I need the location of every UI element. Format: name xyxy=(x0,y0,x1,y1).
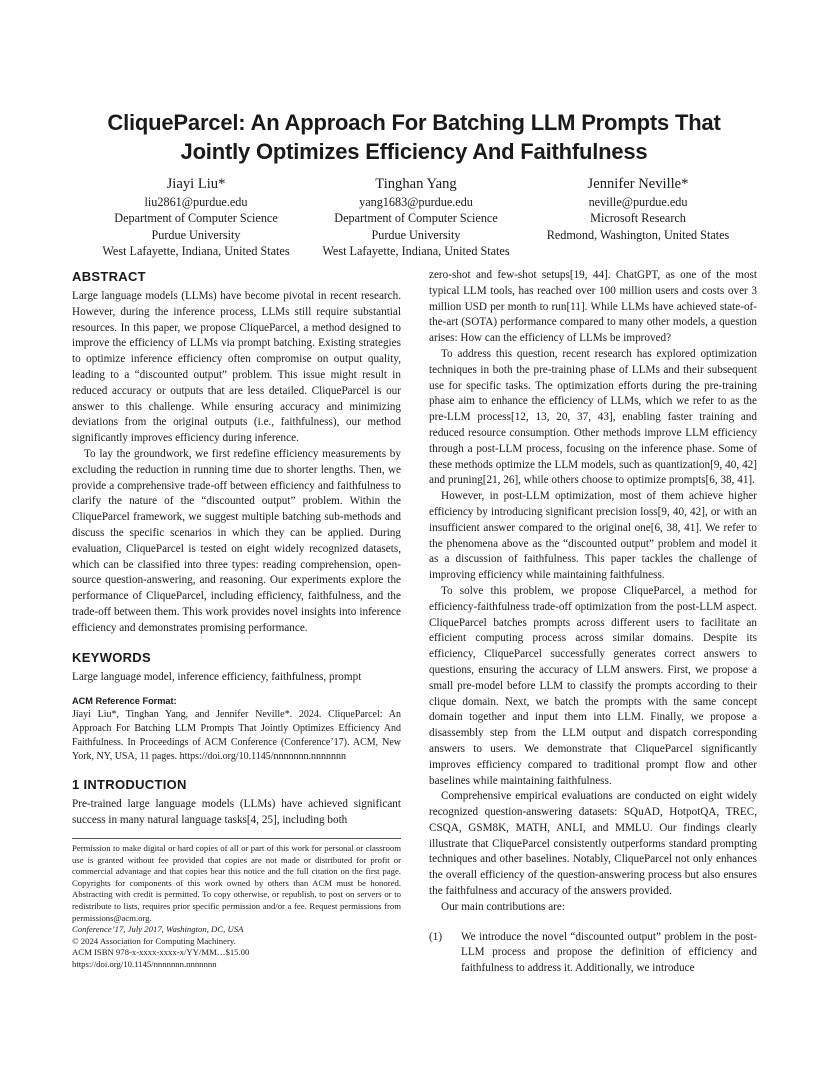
author-name: Tinghan Yang xyxy=(375,176,457,192)
paper-title xyxy=(60,108,768,166)
author-org: Purdue University xyxy=(151,227,241,242)
reference-format-text: Jiayi Liu*, Tinghan Yang, and Jennifer Neville*. 2024. CliqueParcel: An Approach For Batching LLM Prompts That Jointly Optimizes Efficiency And Faithfulness. In Proceedings of ACM Conference (Conference’17). ACM, New York, NY, USA, 11 pages. https://doi.org/10.1145/nnnnnnn.nnnnnnn xyxy=(72,709,401,763)
author-loc: West Lafayette, Indiana, United States xyxy=(322,244,510,259)
author-name: Jiayi Liu* xyxy=(166,176,226,192)
author-3 xyxy=(532,175,744,243)
right-column xyxy=(429,268,757,977)
author-org: Purdue University xyxy=(371,227,461,242)
introduction-paragraph-1: Pre-trained large language models (LLMs) have achieved significant success in many natural language tasks[4, 25], including both xyxy=(72,798,401,827)
reference-format-heading: ACM Reference Format: xyxy=(72,696,177,707)
copyright-line: © 2024 Association for Computing Machinery. xyxy=(72,935,236,946)
introduction-heading: 1 INTRODUCTION xyxy=(72,777,187,793)
contributions-list xyxy=(429,930,757,977)
abstract-paragraph-1: Large language models (LLMs) have become pivotal in recent research. However, during the inference process, LLMs still require substantial resources. In this paper, we propose CliqueParcel, a method designed to improve the efficiency of LLMs via prompt batching. Existing strategies to optimize inference efficiency often compromise on output quality, leading to a “discounted output” problem. This issue might result in reduced accuracy or outputs that are less detailed. CliqueParcel is our answer to this challenge. While ensuring accuracy and minimizing deviations from the original outputs (i.e., faithfulness), our method significantly improves efficiency during inference. xyxy=(72,290,401,445)
title-line-2: Jointly Optimizes Efficiency And Faithfulness xyxy=(180,139,648,164)
intro-paragraph-3: However, in post-LLM optimization, most of them achieve higher efficiency by introducing significant precision loss[9, 40, 42], or with an insufficient answer compared to the original one[6, 38, 41]. We refer to the phenomena above as the “discounted output” problem and model it as a discussion of faithfulness. This paper tackles the challenge of improving efficiency while maintaining faithfulness. xyxy=(429,490,757,582)
intro-paragraph-5: Comprehensive empirical evaluations are conducted on eight widely recognized question-answering datasets: SQuAD, HotpotQA, TREC, CSQA, GSM8K, MATH, ANLI, and MMLU. Our findings clearly illustrate that CliqueParcel consistently outperforms standard prompting techniques and other baselines. Notably, CliqueParcel not only enhances the overall efficiency of the question-answering process but also ensures the faithfulness and accuracy of the answers provided. xyxy=(429,790,757,898)
permission-block xyxy=(72,838,401,971)
doi-line: https://doi.org/10.1145/nnnnnnn.nnnnnnn xyxy=(72,958,217,969)
intro-paragraph-6: Our main contributions are: xyxy=(441,900,565,913)
author-dept: Microsoft Research xyxy=(590,211,686,226)
permission-text: Permission to make digital or hard copies of all or part of this work for personal or classroom use is granted without fee provided that copies are not made or distributed for profit or commercial advantage and that copies bear this notice and the full citation on the first page. Copyrights for components of this work owned by others than ACM must be honored. Abstracting with credit is permitted. To copy otherwise, or republish, to post on servers or to redistribute to lists, requires prior specific permission and/or a fee. Request permissions from permissions@acm.org. xyxy=(72,843,401,923)
author-email: neville@purdue.edu xyxy=(588,195,688,209)
author-email: yang1683@purdue.edu xyxy=(359,195,473,209)
intro-paragraph-cont: zero-shot and few-shot setups[19, 44]. ChatGPT, as one of the most typical LLM tools, has reached over 100 million users and costs over 3 million USD per month to run[11]. While LLMs have achieved state-of-the-art (SOTA) performance compared to many other models, a question arises: How can the efficiency of LLMs be improved? xyxy=(429,269,757,345)
author-2 xyxy=(304,175,528,260)
abstract-paragraph-2: To lay the groundwork, we first redefine efficiency measurements by excluding the reduction in running time due to shorter lengths. Then, we provide a comprehensive trade-off between efficiency and faithfulness to clarify the nature of the “discounted output” problem. Within the CliqueParcel framework, we suggest multiple batching sub-methods and discuss the specific scenarios in which they can be applied. During evaluation, CliqueParcel is tested on eight widely recognized datasets, which can be classified into three types: reading comprehension, open-source question-answering, and reasoning. Our experiments explore the performance of CliqueParcel, including efficiency, faithfulness, and the trade-off between them. This work provides novel insights into inference efficiency and demonstrates promising performance. xyxy=(72,447,401,634)
conference-line: Conference’17, July 2017, Washington, DC, USA xyxy=(72,924,244,935)
author-loc: West Lafayette, Indiana, United States xyxy=(102,244,290,259)
author-dept: Department of Computer Science xyxy=(114,211,278,226)
left-column xyxy=(72,268,401,829)
abstract-heading: ABSTRACT xyxy=(72,269,146,284)
title-line-1: CliqueParcel: An Approach For Batching LLM Prompts That xyxy=(107,110,721,135)
author-org: Redmond, Washington, United States xyxy=(546,227,730,242)
list-item-text: We introduce the novel “discounted output” problem in the post-LLM process and propose the definition of efficiency and faithfulness to address it. Additionally, we introduce xyxy=(461,930,757,975)
author-1 xyxy=(86,175,306,260)
intro-paragraph-4: To solve this problem, we propose CliqueParcel, a method for efficiency-faithfulness trade-off optimization from the post-LLM aspect. CliqueParcel batches prompts across different users to facilitate an efficient computing process across similar domains. Despite its efficiency, CliqueParcel successfully generates correct answers to questions, ensuring the accuracy of LLM answers. First, we propose a small pre-model before LLM to classify the prompts according to their clique domain. Next, we batch the prompts with the same concept domain together and input them into LLM. Finally, we propose a disassembly step from the LLM output and dispatch corresponding answers to users. We demonstrate that CliqueParcel significantly improves efficiency compared to traditional prompt flow and other baselines while maintaining faithfulness. xyxy=(429,584,757,787)
author-name: Jennifer Neville* xyxy=(587,176,689,192)
list-item xyxy=(429,930,757,977)
keywords-heading: KEYWORDS xyxy=(72,649,151,665)
list-item-number: (1) xyxy=(429,930,443,943)
author-email: liu2861@purdue.edu xyxy=(144,195,248,209)
isbn-line: ACM ISBN 978-x-xxxx-xxxx-x/YY/MM…$15.00 xyxy=(72,947,250,958)
keywords-text: Large language model, inference efficiency, faithfulness, prompt xyxy=(72,670,362,683)
author-dept: Department of Computer Science xyxy=(334,211,498,226)
intro-paragraph-2: To address this question, recent research has explored optimization techniques in both the pre-training phase of LLMs and their subsequent use for specific tasks. The optimization efforts during the pre-training phase aim to enhance the efficiency of LLMs, which we refer to as the pre-LLM process[12, 13, 20, 37, 43], enabling faster training and reduced resource consumption. Other methods improve LLM efficiency through a post-LLM process, focusing on the inference phase. Some of these methods optimize the LLM models, such as quantization[9, 40, 42] and pruning[21, 26], while others choose to optimize prompts[6, 38, 41]. xyxy=(429,347,757,487)
